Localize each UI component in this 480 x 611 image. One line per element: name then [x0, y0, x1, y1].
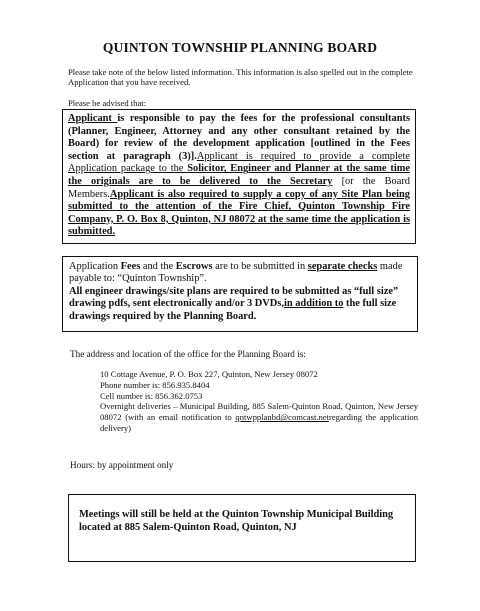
- overnight-deliveries: [100, 401, 418, 433]
- advised-text: Please be advised that:: [68, 98, 147, 108]
- in-addition-to-text: in addition to: [283, 298, 344, 310]
- fees-text-2: and the: [140, 261, 176, 272]
- escrows-word: Escrows: [175, 261, 213, 272]
- full-size-drawings-text: the full size drawings required by the Planning Board.: [69, 298, 397, 322]
- fees-responsibility-text: is responsible to pay the fees for the professional consultants (Planner, Engineer, Attorney and any other consultant retained by the Board) for review of the development application [outlined in the Fees section at paragraph (3)].: [68, 113, 410, 162]
- fees-word: Fees: [120, 261, 141, 272]
- delivery-recipients-text: Solicitor, Engineer and Planner at the same time the originals are to be delivered to the Secretary: [68, 163, 410, 187]
- complete-package-text: Applicant is required to provide a complete Application package to the: [68, 150, 410, 175]
- cell-number: Cell number is: 856.362.0753: [100, 390, 203, 401]
- site-plan-fire-chief-text: Applicant is also required to supply a copy of any Site Plan being submitted to the attention of the Fire Chief, Quinton Township Fire Company, P. O. Box 8, Quinton, NJ 08072 at the same time the application is submitted.: [68, 188, 410, 238]
- address-heading: The address and location of the office for the Planning Board is:: [70, 349, 306, 359]
- email-link[interactable]: qntwpplanbd@comcast.net: [235, 412, 329, 423]
- overnight-end-text: regarding the application delivery): [100, 412, 419, 433]
- separate-checks-text: separate checks: [307, 261, 378, 272]
- applicant-label: Applicant: [68, 113, 118, 124]
- address-block: [100, 369, 418, 434]
- fees-escrow-box: [62, 256, 418, 332]
- page-title: QUINTON TOWNSHIP PLANNING BOARD: [102, 40, 378, 55]
- overnight-text: Overnight deliveries – Municipal Building, 885 Salem-Quinton Road, Quinton, New Jersey 08072 (with an email notification to: [100, 401, 418, 423]
- fees-text-1: Application: [69, 261, 121, 272]
- payable-to-text: made payable to: “Quinton Township”.: [69, 261, 403, 285]
- meetings-text: Meetings will still be held at the Quinton Township Municipal Building located at 885 Salem-Quinton Road, Quinton, NJ: [79, 509, 394, 533]
- board-members-text: [or the Board Members.: [68, 175, 410, 200]
- fees-text-3: are to be submitted in: [212, 261, 308, 272]
- hours-text: Hours: by appointment only: [70, 460, 174, 470]
- applicant-notice-box: [62, 109, 416, 244]
- meetings-box: [68, 494, 416, 562]
- drawings-requirement-text: All engineer drawings/site plans are required to be submitted as “full size” drawing pdfs, sent electronically and/or 3 DVDs,: [69, 285, 399, 310]
- phone-number: Phone number is: 856.935.8404: [100, 379, 210, 390]
- intro-text: Please take note of the below listed information. This information is also spelled out in the complete Application that you have received.: [68, 67, 413, 88]
- address-line: 10 Cottage Avenue, P. O. Box 227, Quinton, New Jersey 08072: [100, 369, 318, 379]
